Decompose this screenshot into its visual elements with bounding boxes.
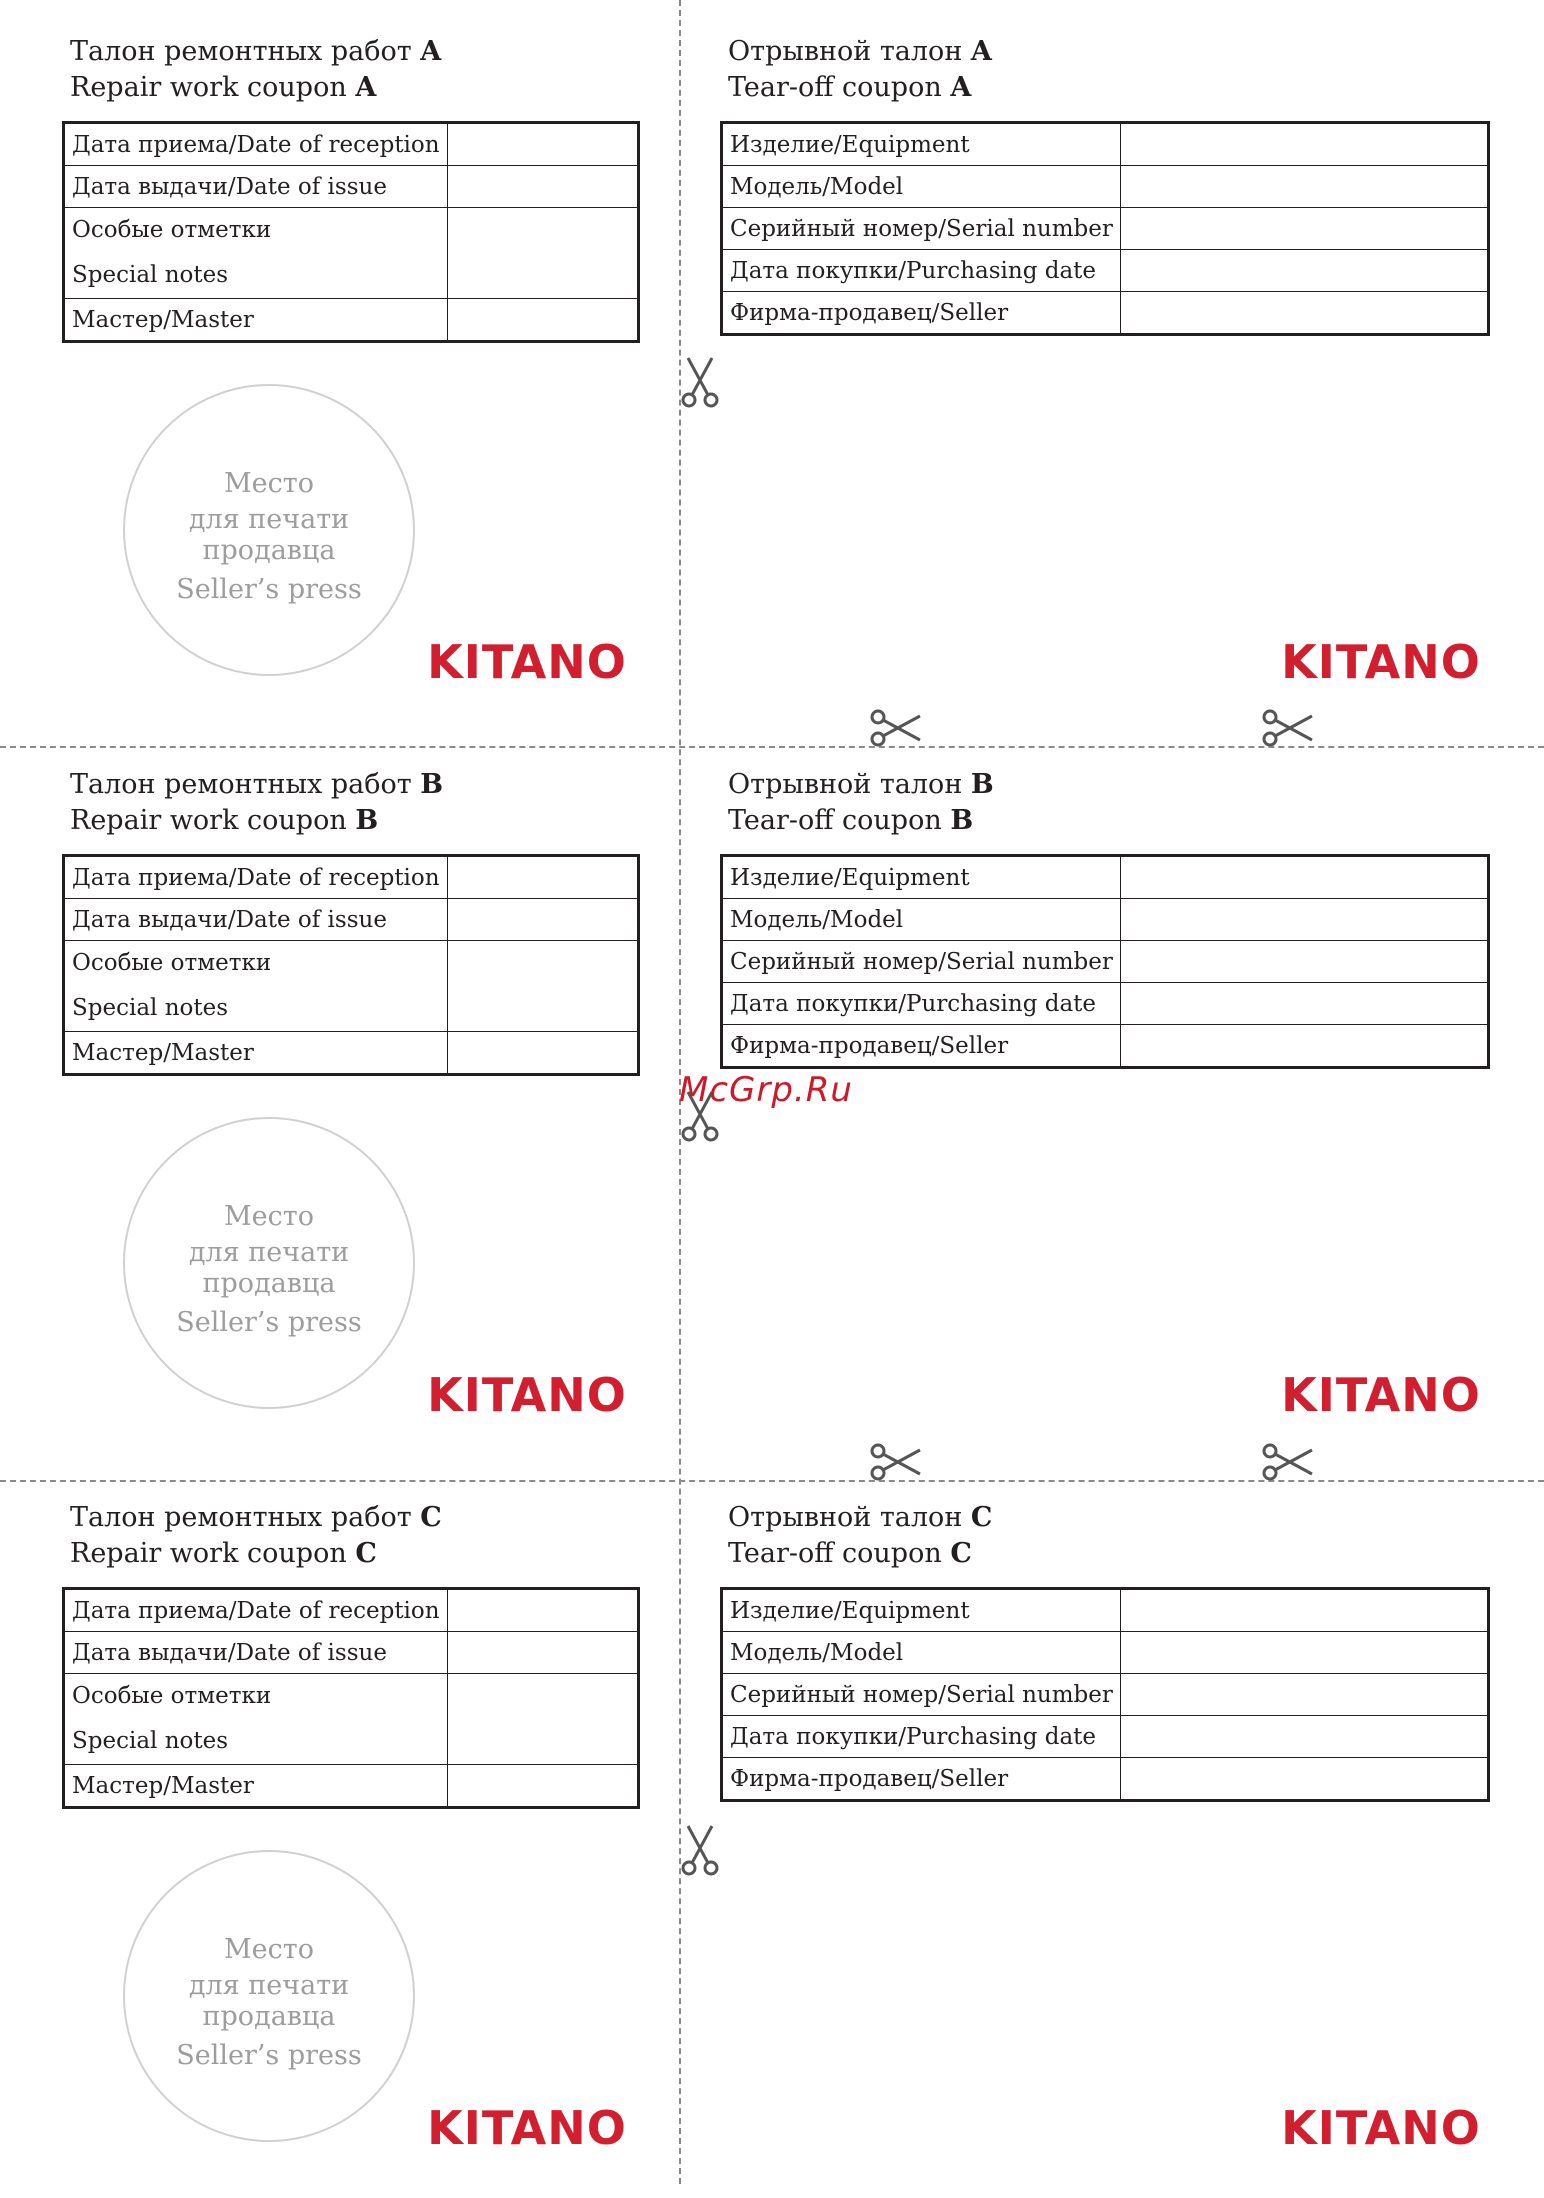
field-label: Серийный номер/Serial number — [722, 941, 1121, 983]
master-field[interactable] — [447, 1032, 638, 1075]
table-row — [722, 899, 1489, 941]
table-row — [64, 856, 639, 899]
tear-title-ru: Отрывной талон — [728, 1502, 963, 1533]
seller-stamp-area — [123, 1850, 415, 2142]
repair-title-ru: Талон ремонтных работ — [70, 1502, 412, 1533]
tear-title-en: Tear-off coupon — [728, 1538, 942, 1569]
tear-coupon-title — [728, 767, 994, 839]
stamp-text-2: для печати продавца — [188, 504, 350, 566]
repair-title-en: Repair work coupon — [70, 72, 347, 103]
notes-label — [64, 941, 448, 1032]
repair-work-table — [62, 1587, 640, 1809]
field-label: Дата выдачи/Date of issue — [64, 1632, 448, 1674]
coupon-row-c — [0, 1466, 1544, 2198]
model-field[interactable] — [1120, 166, 1488, 208]
kitano-logo — [416, 638, 638, 682]
notes-label-ru: Особые отметки — [72, 1683, 272, 1709]
table-row — [64, 899, 639, 941]
tear-title-ru: Отрывной талон — [728, 769, 963, 800]
table-row — [722, 1632, 1489, 1674]
notes-label-en: Special notes — [72, 995, 229, 1021]
table-row — [64, 1589, 639, 1632]
tear-off-table — [720, 121, 1490, 336]
master-field[interactable] — [447, 299, 638, 342]
special-notes-field[interactable] — [447, 208, 638, 299]
stamp-text-3: Seller’s press — [176, 574, 362, 605]
model-field[interactable] — [1120, 1632, 1488, 1674]
kitano-logo — [1270, 2104, 1492, 2148]
field-label: Мастер/Master — [64, 299, 448, 342]
stamp-text-1: Место — [224, 1201, 314, 1232]
special-notes-field[interactable] — [447, 1674, 638, 1765]
coupon-row-a — [0, 0, 1544, 732]
issue-date-field[interactable] — [447, 1632, 638, 1674]
table-row — [722, 1674, 1489, 1716]
tear-off-table — [720, 854, 1490, 1069]
tear-off-table — [720, 1587, 1490, 1802]
field-label: Дата приема/Date of reception — [64, 123, 448, 166]
field-label: Модель/Model — [722, 899, 1121, 941]
svg-text:KITANO: KITANO — [1281, 1371, 1481, 1415]
repair-work-table — [62, 121, 640, 343]
tear-title-ru: Отрывной талон — [728, 36, 963, 67]
seller-stamp-area — [123, 384, 415, 676]
table-row — [64, 1674, 639, 1765]
field-label: Дата покупки/Purchasing date — [722, 1716, 1121, 1758]
svg-text:KITANO: KITANO — [1281, 638, 1481, 682]
field-label: Изделие/Equipment — [722, 856, 1121, 899]
table-row — [722, 250, 1489, 292]
field-label: Изделие/Equipment — [722, 123, 1121, 166]
table-row — [64, 1032, 639, 1075]
tear-coupon-title — [728, 34, 992, 106]
serial-number-field[interactable] — [1120, 941, 1488, 983]
issue-date-field[interactable] — [447, 899, 638, 941]
field-label: Фирма-продавец/Seller — [722, 1025, 1121, 1068]
field-label: Модель/Model — [722, 1632, 1121, 1674]
serial-number-field[interactable] — [1120, 1674, 1488, 1716]
coupon-letter: C — [950, 1538, 972, 1569]
purchasing-date-field[interactable] — [1120, 250, 1488, 292]
table-row — [64, 166, 639, 208]
table-row — [722, 292, 1489, 335]
kitano-logo — [416, 2104, 638, 2148]
table-row — [722, 166, 1489, 208]
master-field[interactable] — [447, 1765, 638, 1808]
coupon-letter: C — [420, 1502, 442, 1533]
repair-coupon-title — [70, 767, 443, 839]
coupon-letter: B — [355, 805, 379, 836]
table-row — [64, 941, 639, 1032]
tear-title-en: Tear-off coupon — [728, 72, 942, 103]
table-row — [64, 1765, 639, 1808]
field-label: Серийный номер/Serial number — [722, 1674, 1121, 1716]
table-row — [64, 123, 639, 166]
repair-title-en: Repair work coupon — [70, 805, 347, 836]
equipment-field[interactable] — [1120, 856, 1488, 899]
serial-number-field[interactable] — [1120, 208, 1488, 250]
table-row — [722, 941, 1489, 983]
seller-field[interactable] — [1120, 292, 1488, 335]
issue-date-field[interactable] — [447, 166, 638, 208]
tear-coupon-title — [728, 1500, 992, 1572]
stamp-text-1: Место — [224, 1934, 314, 1965]
notes-label-en: Special notes — [72, 262, 229, 288]
field-label: Дата выдачи/Date of issue — [64, 166, 448, 208]
table-row — [722, 1758, 1489, 1801]
field-label: Дата приема/Date of reception — [64, 1589, 448, 1632]
field-label: Дата покупки/Purchasing date — [722, 983, 1121, 1025]
coupon-letter: A — [950, 72, 972, 103]
watermark-text: McGrp.Ru — [679, 1070, 853, 1110]
svg-text:KITANO: KITANO — [427, 638, 627, 682]
coupon-letter: A — [355, 72, 377, 103]
model-field[interactable] — [1120, 899, 1488, 941]
field-label: Серийный номер/Serial number — [722, 208, 1121, 250]
table-row — [722, 1589, 1489, 1632]
kitano-logo — [1270, 1371, 1492, 1415]
notes-label-ru: Особые отметки — [72, 950, 272, 976]
field-label: Дата приема/Date of reception — [64, 856, 448, 899]
svg-text:KITANO: KITANO — [427, 2104, 627, 2148]
coupon-letter: B — [420, 769, 444, 800]
notes-label — [64, 208, 448, 299]
field-label: Дата покупки/Purchasing date — [722, 250, 1121, 292]
stamp-text-3: Seller’s press — [176, 1307, 362, 1338]
tear-title-en: Tear-off coupon — [728, 805, 942, 836]
repair-title-ru: Талон ремонтных работ — [70, 36, 412, 67]
field-label: Мастер/Master — [64, 1032, 448, 1075]
table-row — [722, 856, 1489, 899]
repair-title-ru: Талон ремонтных работ — [70, 769, 412, 800]
field-label: Дата выдачи/Date of issue — [64, 899, 448, 941]
coupon-letter: C — [355, 1538, 377, 1569]
table-row — [722, 208, 1489, 250]
equipment-field[interactable] — [1120, 1589, 1488, 1632]
field-label: Изделие/Equipment — [722, 1589, 1121, 1632]
seller-field[interactable] — [1120, 1758, 1488, 1801]
seller-field[interactable] — [1120, 1025, 1488, 1068]
purchasing-date-field[interactable] — [1120, 983, 1488, 1025]
special-notes-field[interactable] — [447, 941, 638, 1032]
table-row — [64, 208, 639, 299]
field-label: Модель/Model — [722, 166, 1121, 208]
purchasing-date-field[interactable] — [1120, 1716, 1488, 1758]
kitano-logo — [416, 1371, 638, 1415]
coupon-letter: B — [970, 769, 994, 800]
field-label: Мастер/Master — [64, 1765, 448, 1808]
equipment-field[interactable] — [1120, 123, 1488, 166]
reception-date-field[interactable] — [447, 856, 638, 899]
coupon-letter: B — [950, 805, 974, 836]
table-row — [722, 983, 1489, 1025]
stamp-text-3: Seller’s press — [176, 2040, 362, 2071]
field-label: Фирма-продавец/Seller — [722, 292, 1121, 335]
stamp-text-2: для печати продавца — [188, 1970, 350, 2032]
svg-text:KITANO: KITANO — [1281, 2104, 1481, 2148]
coupon-letter: A — [970, 36, 992, 67]
seller-stamp-area — [123, 1117, 415, 1409]
svg-text:KITANO: KITANO — [427, 1371, 627, 1415]
field-label: Фирма-продавец/Seller — [722, 1758, 1121, 1801]
repair-coupon-title — [70, 1500, 442, 1572]
coupon-letter: A — [420, 36, 442, 67]
table-row — [722, 1716, 1489, 1758]
table-row — [722, 123, 1489, 166]
table-row — [64, 1632, 639, 1674]
repair-coupon-title — [70, 34, 441, 106]
kitano-logo — [1270, 638, 1492, 682]
notes-label-en: Special notes — [72, 1728, 229, 1754]
repair-work-table — [62, 854, 640, 1076]
notes-label-ru: Особые отметки — [72, 217, 272, 243]
reception-date-field[interactable] — [447, 1589, 638, 1632]
table-row — [64, 299, 639, 342]
stamp-text-1: Место — [224, 468, 314, 499]
table-row — [722, 1025, 1489, 1068]
coupon-letter: C — [970, 1502, 993, 1533]
stamp-text-2: для печати продавца — [188, 1237, 350, 1299]
reception-date-field[interactable] — [447, 123, 638, 166]
repair-title-en: Repair work coupon — [70, 1538, 347, 1569]
notes-label — [64, 1674, 448, 1765]
